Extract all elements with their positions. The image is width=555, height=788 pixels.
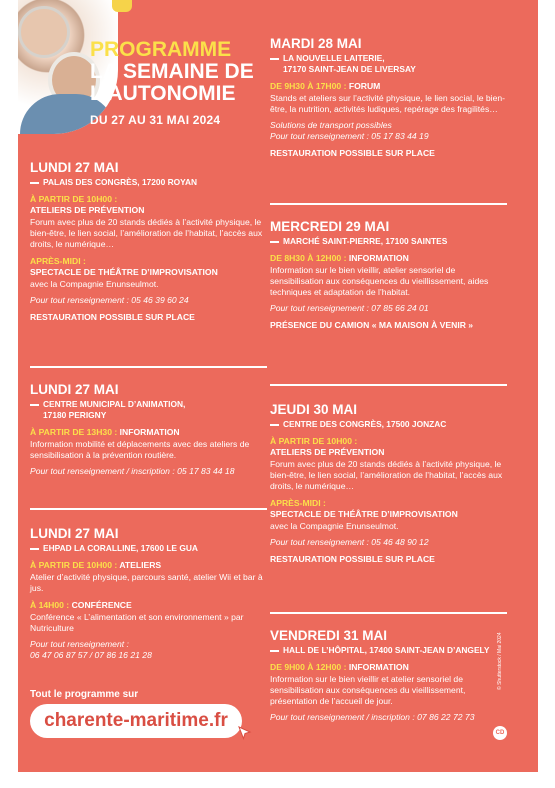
event-day: JEUDI 30 MAI (270, 402, 358, 417)
event-location: CENTRE MUNICIPAL D’ANIMATION, 17180 PERIGNY (30, 399, 265, 421)
event-info: Solutions de transport possibles (270, 120, 392, 130)
slot-time: DE 8H30 À 12H00 : INFORMATION (270, 253, 409, 263)
slot-time: APRÈS-MIDI : (270, 498, 326, 508)
event-le-gua (30, 526, 265, 661)
event-info-phones: 06 47 06 87 57 / 07 86 16 21 28 (30, 650, 152, 660)
slot-time: À PARTIR DE 10H00 : (270, 436, 358, 446)
event-location: EHPAD LA CORALLINE, 17600 LE GUA (30, 543, 265, 554)
event-day: VENDREDI 31 MAI (270, 628, 388, 643)
slot-text: avec la Compagnie Enunseulmot. (30, 279, 159, 289)
slot-text: Stands et ateliers sur l’activité physique, le lien social, le bien-être, la nutrition, activités ludiques, repérage des fragilités… (270, 93, 506, 114)
event-footer: RESTAURATION POSSIBLE SUR PLACE (30, 312, 195, 322)
event-jonzac (270, 402, 510, 565)
poster-title (90, 39, 260, 127)
separator (30, 366, 267, 368)
separator (30, 508, 267, 510)
slot-time: À PARTIR DE 10H00 : ATELIERS (30, 560, 162, 570)
event-info: Pour tout renseignement : 05 46 39 60 24 (30, 295, 189, 305)
event-location: HALL DE L’HÔPITAL, 17400 SAINT-JEAN D’ANGELY (270, 645, 510, 656)
title-line-3: L’AUTONOMIE (90, 82, 236, 105)
event-info: Pour tout renseignement : 05 46 48 90 12 (270, 537, 429, 547)
event-location: MARCHÉ SAINT-PIERRE, 17100 SAINTES (270, 236, 510, 247)
event-day: LUNDI 27 MAI (30, 526, 119, 541)
slot-time: À 14H00 : CONFÉRENCE (30, 600, 132, 610)
slot-time: APRÈS-MIDI : (30, 256, 86, 266)
slot-label: SPECTACLE DE THÉÂTRE D’IMPROVISATION (270, 509, 458, 519)
slot-text: Forum avec plus de 20 stands dédiés à l’activité physique, le bien-être, le lien social, l’amélioration de l’habitat, l’accès aux droits, le numérique… (270, 459, 503, 491)
yellow-tab (112, 0, 132, 12)
event-footer: RESTAURATION POSSIBLE SUR PLACE (270, 554, 435, 564)
copyright-text: © Shutterstock / Mai 2024 (497, 632, 503, 690)
title-line-1: PROGRAMME (90, 38, 232, 61)
event-perigny (30, 382, 265, 477)
cursor-arrow-icon (238, 726, 252, 740)
slot-label: ATELIERS DE PRÉVENTION (270, 447, 385, 457)
event-footer: RESTAURATION POSSIBLE SUR PLACE (270, 148, 435, 158)
website-link[interactable]: charente-maritime.fr (30, 704, 242, 738)
slot-label: ATELIERS DE PRÉVENTION (30, 205, 145, 215)
event-info: Pour tout renseignement / inscription : 05 17 83 44 18 (30, 466, 235, 476)
event-royan (30, 160, 265, 323)
slot-text: Information sur le bien vieillir, atelier sensoriel de sensibilisation aux conséquences du vieillissement, aides techniques et adaptation de l’habitat. (270, 265, 489, 297)
slot-time: DE 9H30 À 17H00 : FORUM (270, 81, 381, 91)
slot-text: avec la Compagnie Enunseulmot. (270, 521, 399, 531)
event-location: PALAIS DES CONGRÈS, 17200 ROYAN (30, 177, 265, 188)
event-location: LA NOUVELLE LAITERIE, 17170 SAINT-JEAN DE LIVERSAY (270, 53, 510, 75)
slot-time: À PARTIR DE 13H30 : INFORMATION (30, 427, 180, 437)
event-info-phone: Pour tout renseignement : 05 17 83 44 19 (270, 131, 429, 141)
slot-text: Forum avec plus de 20 stands dédiés à l’activité physique, le bien-être, le lien social, l’amélioration de l’habitat, l’accès aux droits, le numérique… (30, 217, 263, 249)
slot-text: Information mobilité et déplacements avec des ateliers de sensibilisation à la prévention routière. (30, 439, 250, 460)
slot-time: DE 9H00 À 12H00 : INFORMATION (270, 662, 409, 672)
separator (270, 384, 507, 386)
event-footer: PRÉSENCE DU CAMION « MA MAISON À VENIR » (270, 320, 474, 330)
event-info: Pour tout renseignement : (30, 639, 129, 649)
slot-label: SPECTACLE DE THÉÂTRE D’IMPROVISATION (30, 267, 218, 277)
separator (270, 203, 507, 205)
slot-time: À PARTIR DE 10H00 : (30, 194, 118, 204)
event-day: LUNDI 27 MAI (30, 382, 119, 397)
event-info: Pour tout renseignement / inscription : 07 86 22 72 73 (270, 712, 475, 722)
event-location: CENTRE DES CONGRÈS, 17500 JONZAC (270, 419, 510, 430)
event-liversay (270, 36, 510, 159)
slot-text: Atelier d’activité physique, parcours santé, atelier Wii et bar à jus. (30, 572, 263, 593)
event-day: MARDI 28 MAI (270, 36, 362, 51)
title-dates: DU 27 AU 31 MAI 2024 (90, 113, 221, 127)
event-saint-jean-angely (270, 628, 510, 723)
title-line-2: LA SEMAINE DE (90, 60, 254, 83)
event-day: MERCREDI 29 MAI (270, 219, 390, 234)
department-logo: CD (493, 726, 507, 740)
event-saintes (270, 219, 510, 331)
slot-text: Information sur le bien vieillir et atelier sensoriel de sensibilisation aux conséquences du vieillissement, présentation de l’accueil de jour. (270, 674, 466, 706)
program-label: Tout le programme sur (30, 689, 139, 700)
separator (270, 612, 507, 614)
event-info: Pour tout renseignement : 07 85 66 24 01 (270, 303, 429, 313)
woman-figure (18, 6, 70, 58)
slot-text: Conférence « L’alimentation et son environnement » par Nutriculture (30, 612, 244, 633)
event-day: LUNDI 27 MAI (30, 160, 119, 175)
